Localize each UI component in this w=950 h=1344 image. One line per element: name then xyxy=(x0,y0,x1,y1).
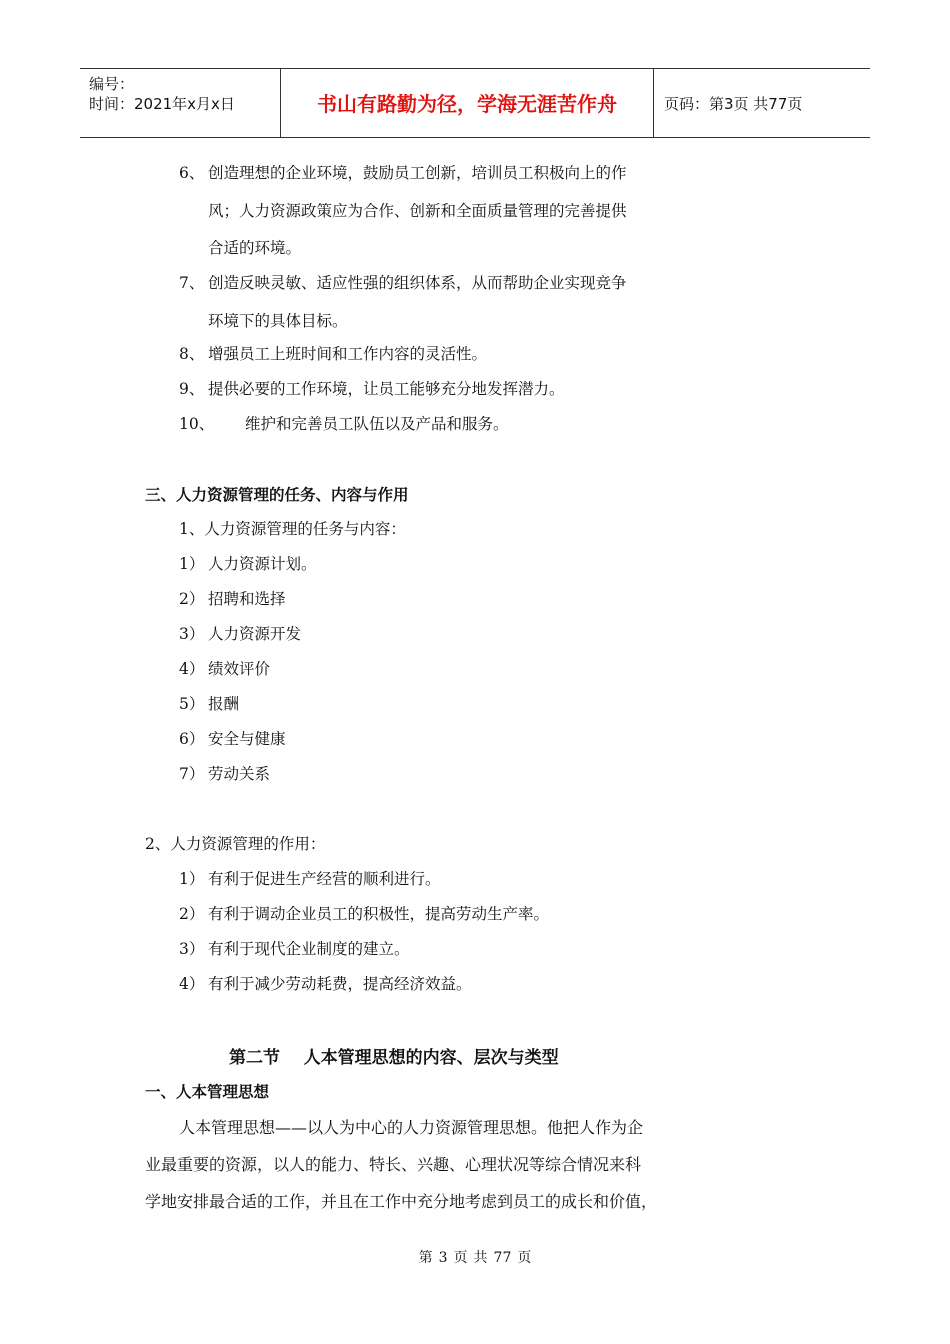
task-item: 4） 绩效评价 xyxy=(179,660,271,678)
paragraph-line: 业最重要的资源，以人的能力、特长、兴趣、心理状况等综合情况来科 xyxy=(145,1155,642,1174)
task-item: 5） 报酬 xyxy=(179,695,240,713)
paragraph-line: 人本管理思想——以人为中心的人力资源管理思想。他把人作为企 xyxy=(179,1118,644,1137)
footer-page-number: 3 xyxy=(438,1250,448,1266)
list-item-6-cont: 风；人力资源政策应为合作、创新和全面质量管理的完善提供 xyxy=(208,202,627,220)
section-title: 一、人本管理思想 xyxy=(145,1083,270,1101)
footer-total-pages: 77 xyxy=(493,1250,512,1266)
list-item-6-cont: 合适的环境。 xyxy=(208,239,302,257)
list-item-10: 10、 维护和完善员工队伍以及产品和服务。 xyxy=(179,415,509,433)
subsection-title: 1、人力资源管理的任务与内容： xyxy=(179,520,406,538)
header-meta-cell xyxy=(80,69,281,137)
list-item-6: 6、 创造理想的企业环境，鼓励员工创新，培训员工积极向上的作 xyxy=(179,164,627,182)
list-item-9: 9、 提供必要的工作环境，让员工能够充分地发挥潜力。 xyxy=(179,380,565,398)
list-item-7-cont: 环境下的具体目标。 xyxy=(208,312,348,330)
header-motto: 书山有路勤为径，学海无涯苦作舟 xyxy=(281,69,654,137)
task-item: 3） 人力资源开发 xyxy=(179,625,302,643)
paragraph-line: 学地安排最合适的工作，并且在工作中充分地考虑到员工的成长和价值， xyxy=(145,1192,658,1211)
role-item: 2） 有利于调动企业员工的积极性，提高劳动生产率。 xyxy=(179,905,550,923)
date-label: 时间：2021年x月x日 xyxy=(89,95,235,113)
code-label: 编号： xyxy=(89,75,135,93)
task-item: 6） 安全与健康 xyxy=(179,730,286,748)
role-item: 4） 有利于减少劳动耗费，提高经济效益。 xyxy=(179,975,472,993)
task-item: 2） 招聘和选择 xyxy=(179,590,286,608)
task-item: 7） 劳动关系 xyxy=(179,765,271,783)
document-header xyxy=(80,68,870,138)
role-item: 3） 有利于现代企业制度的建立。 xyxy=(179,940,410,958)
header-page-info: 页码：第3页 共77页 xyxy=(664,95,803,113)
page-footer: 第 3 页 共 77 页 xyxy=(418,1250,532,1266)
list-item-7: 7、 创造反映灵敏、适应性强的组织体系，从而帮助企业实现竞争 xyxy=(179,274,627,292)
section-title: 三、人力资源管理的任务、内容与作用 xyxy=(145,486,409,504)
subsection-title: 2、人力资源管理的作用： xyxy=(145,835,326,853)
role-item: 1） 有利于促进生产经营的顺利进行。 xyxy=(179,870,441,888)
chapter-title: 第二节 人本管理思想的内容、层次与类型 xyxy=(229,1048,559,1068)
list-item-8: 8、 增强员工上班时间和工作内容的灵活性。 xyxy=(179,345,488,363)
task-item: 1） 人力资源计划。 xyxy=(179,555,317,573)
